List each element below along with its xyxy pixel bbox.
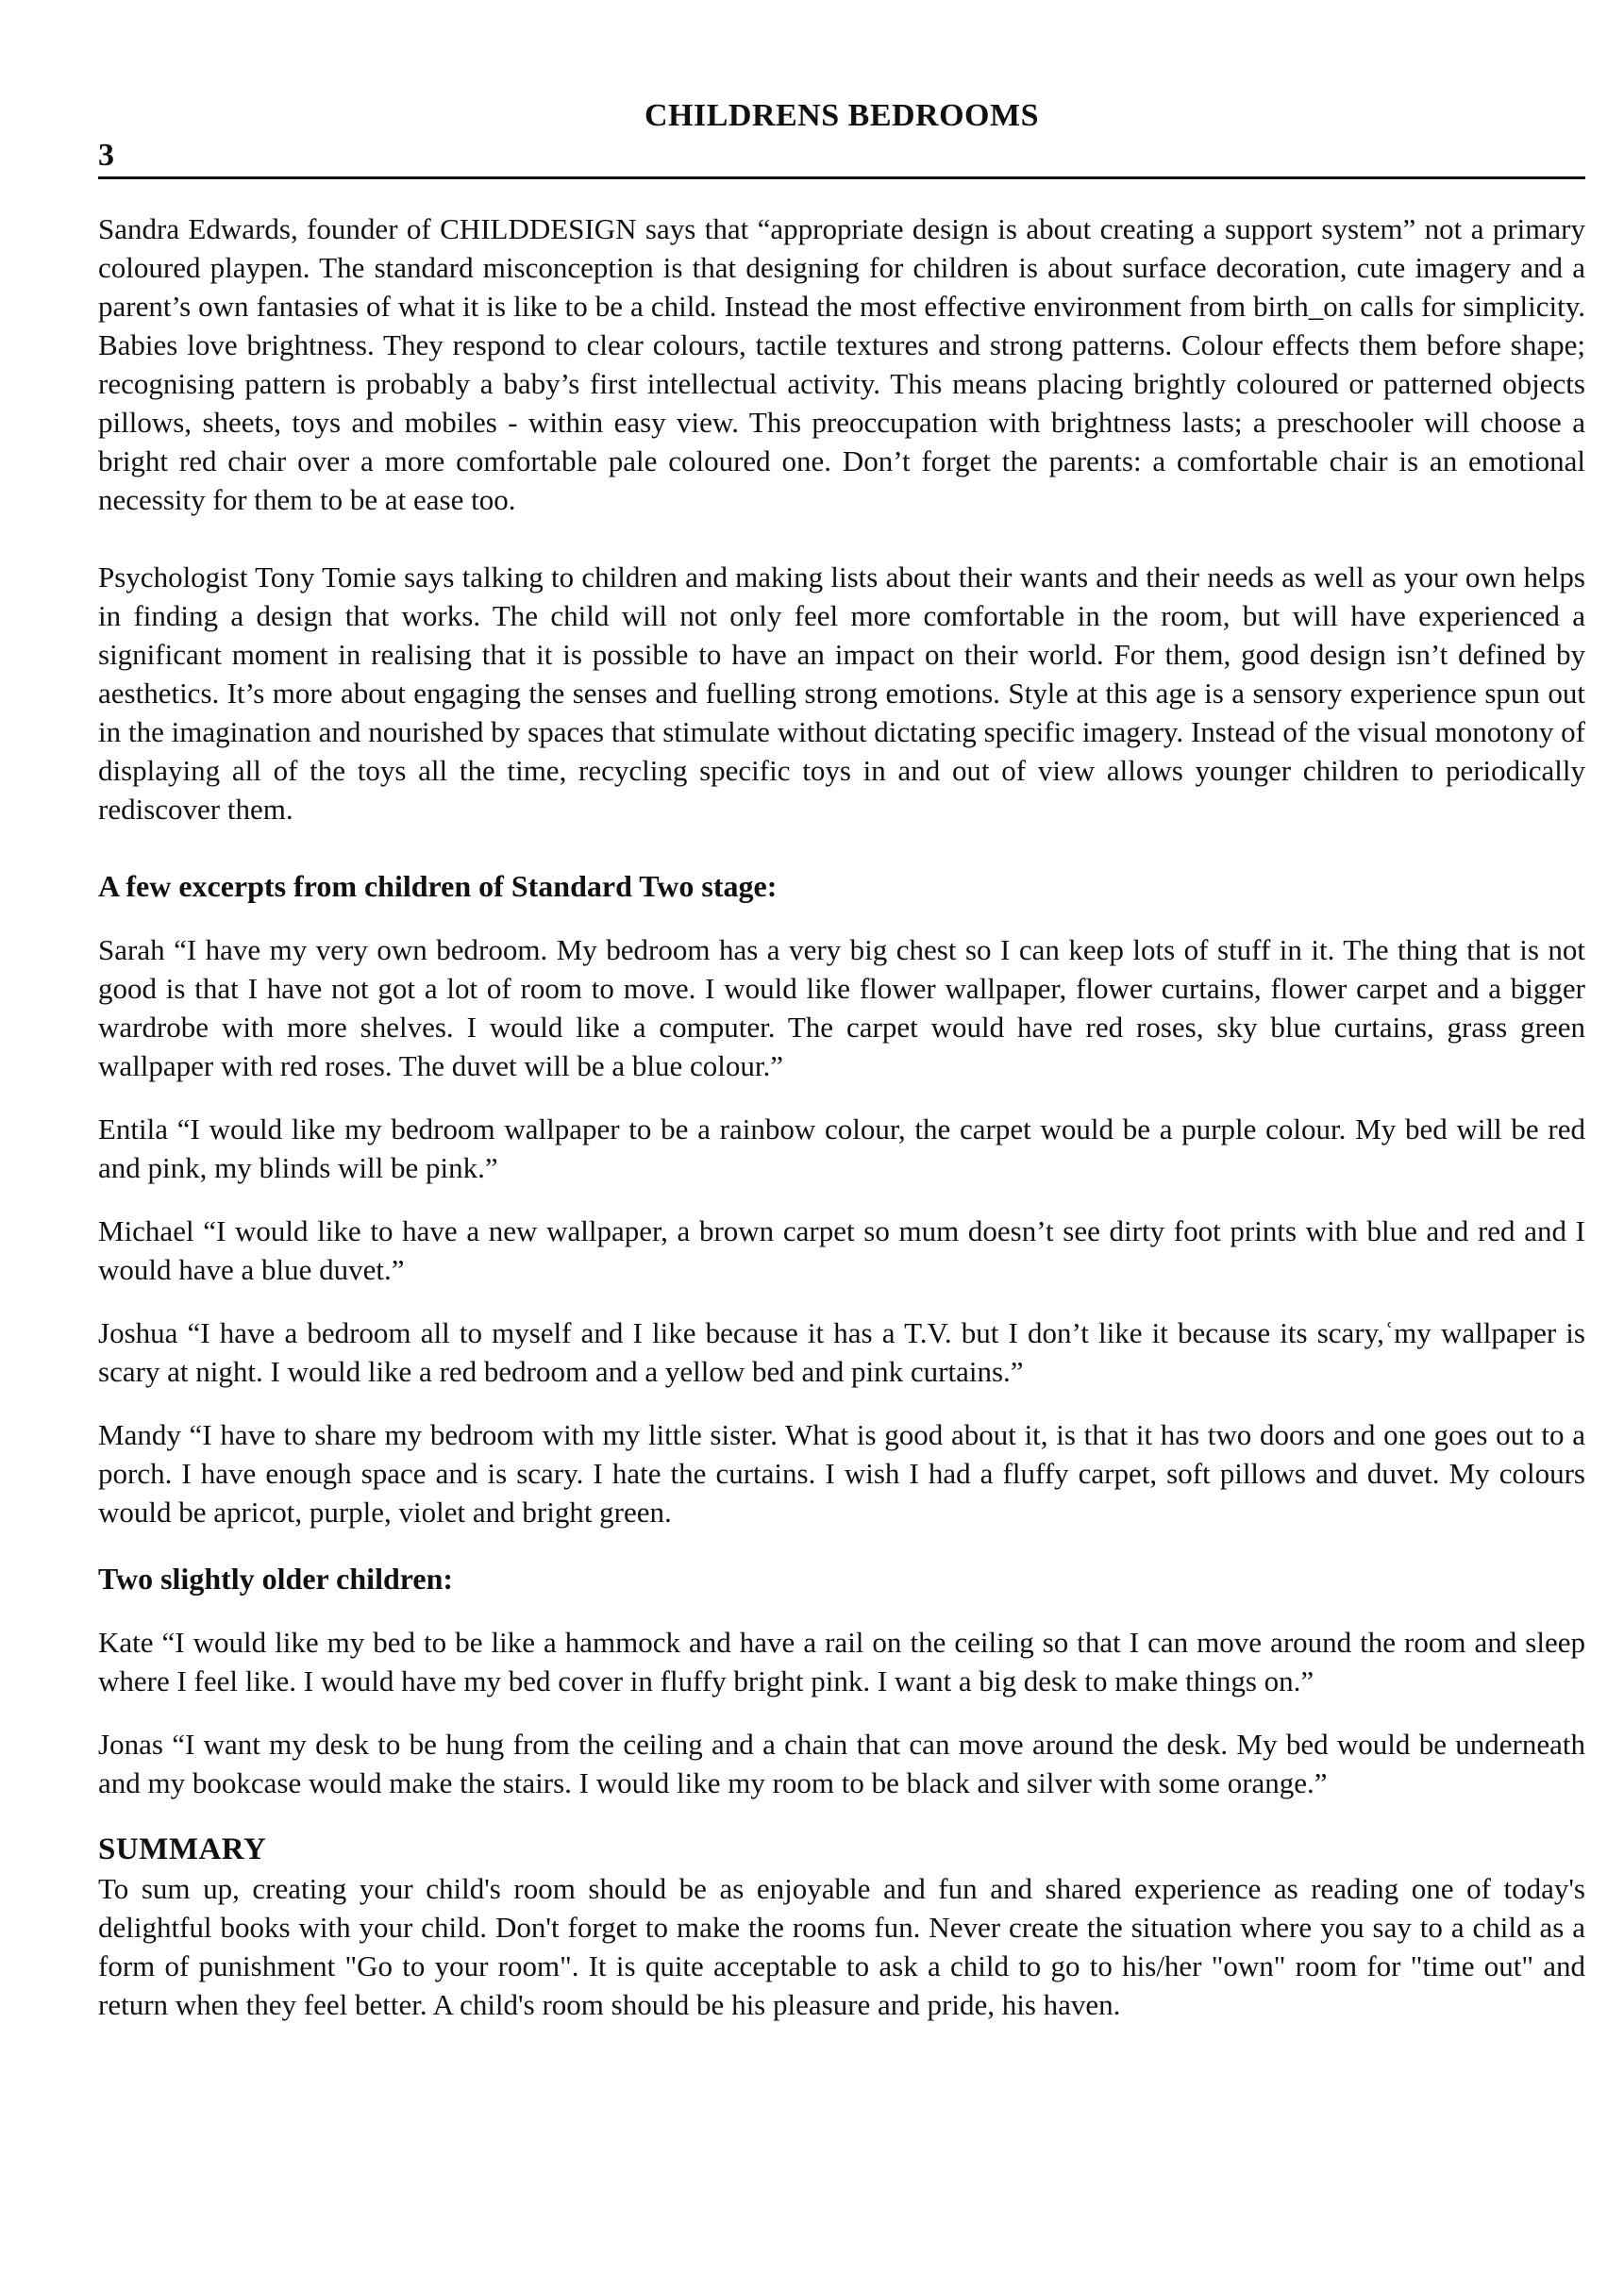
quote-sarah: Sarah “I have my very own bedroom. My bedroom has a very big chest so I can keep lots of stuff in it. The thing that is not good is that I have not got a lot of room to move. I would like flower wallpaper, flower curtains, flower carpet and a bigger wardrobe with more shelves. I would like a computer. The carpet would have red roses, sky blue curtains, grass green wallpaper with red roses. The duvet will be a blue colour.”: [98, 933, 1585, 1082]
quote-joshua: Joshua “I have a bedroom all to myself and I like because it has a T.V. but I don’t like it because its scary,ʿmy wallpaper is scary at night. I would like a red bedroom and a yellow bed and pink curtains.”: [98, 1316, 1585, 1388]
intro-paragraph-1: Sandra Edwards, founder of CHILDDESIGN says that “appropriate design is about creating a support system” not a primary coloured playpen. The standard misconception is that designing for children is about surface decoration, cute imagery and a parent’s own fantasies of what it is like to be a child. Instead the most effective environment from birth_on calls for simplicity. Babies love brightness. They respond to clear colours, tactile textures and strong patterns. Colour effects them before shape; recognising pattern is probably a baby’s first intellectual activity. This means placing brightly coloured or patterned objects pillows, sheets, toys and mobiles - within easy view. This preoccupation with brightness lasts; a preschooler will choose a bright red chair over a more comfortable pale coloured one. Don’t forget the parents: a comfortable chair is an emotional necessity for them to be at ease too.: [98, 212, 1585, 516]
section-heading-standard-two: A few excerpts from children of Standard Two stage:: [98, 869, 778, 903]
page-title: CHILDRENS BEDROOMS: [644, 98, 1039, 133]
quote-entila: Entila “I would like my bedroom wallpaper to be a rainbow colour, the carpet would be a purple colour. My bed will be red and pink, my blinds will be pink.”: [98, 1112, 1585, 1184]
quote-michael: Michael “I would like to have a new wallpaper, a brown carpet so mum doesn’t see dirty foot prints with blue and red and I would have a blue duvet.”: [98, 1214, 1585, 1286]
quote-jonas: Jonas “I want my desk to be hung from the ceiling and a chain that can move around the desk. My bed would be underneath and my bookcase would make the stairs. I would like my room to be black and silver with some orange.”: [98, 1728, 1585, 1799]
quote-mandy: Mandy “I have to share my bedroom with my little sister. What is good about it, is that it has two doors and one goes out to a porch. I have enough space and is scary. I hate the curtains. I wish I had a fluffy carpet, soft pillows and duvet. My colours would be apricot, purple, violet and bright green.: [98, 1418, 1585, 1529]
document-body: [98, 209, 1585, 2024]
quote-kate: Kate “I would like my bed to be like a hammock and have a rail on the ceiling so that I can move around the room and sleep where I feel like. I would have my bed cover in fluffy bright pink. I want a big desk to make things on.”: [98, 1626, 1585, 1697]
summary-paragraph: To sum up, creating your child's room should be as enjoyable and fun and shared experience as reading one of today's delightful books with your child. Don't forget to make the rooms fun. Never create the situation where you say to a child as a form of punishment "Go to your room". It is quite acceptable to ask a child to go to his/her "own" room for "time out" and return when they feel better. A child's room should be his pleasure and pride, his haven.: [98, 1872, 1585, 2021]
intro-paragraph-2: Psychologist Tony Tomie says talking to children and making lists about their wants and their needs as well as your own helps in finding a design that works. The child will not only feel more comfortable in the room, but will have experienced a significant moment in realising that it is possible to have an impact on their world. For them, good design isn’t defined by aesthetics. It’s more about engaging the senses and fuelling strong emotions. Style at this age is a sensory experience spun out in the imagination and nourished by spaces that stimulate without dictating specific imagery. Instead of the visual monotony of displaying all of the toys all the time, recycling specific toys in and out of view allows younger children to periodically rediscover them.: [98, 560, 1585, 826]
section-heading-older-children: Two slightly older children:: [98, 1562, 454, 1596]
summary-heading: SUMMARY: [98, 1832, 267, 1866]
page-number: 3: [98, 138, 114, 173]
header-rule: [98, 176, 1585, 179]
